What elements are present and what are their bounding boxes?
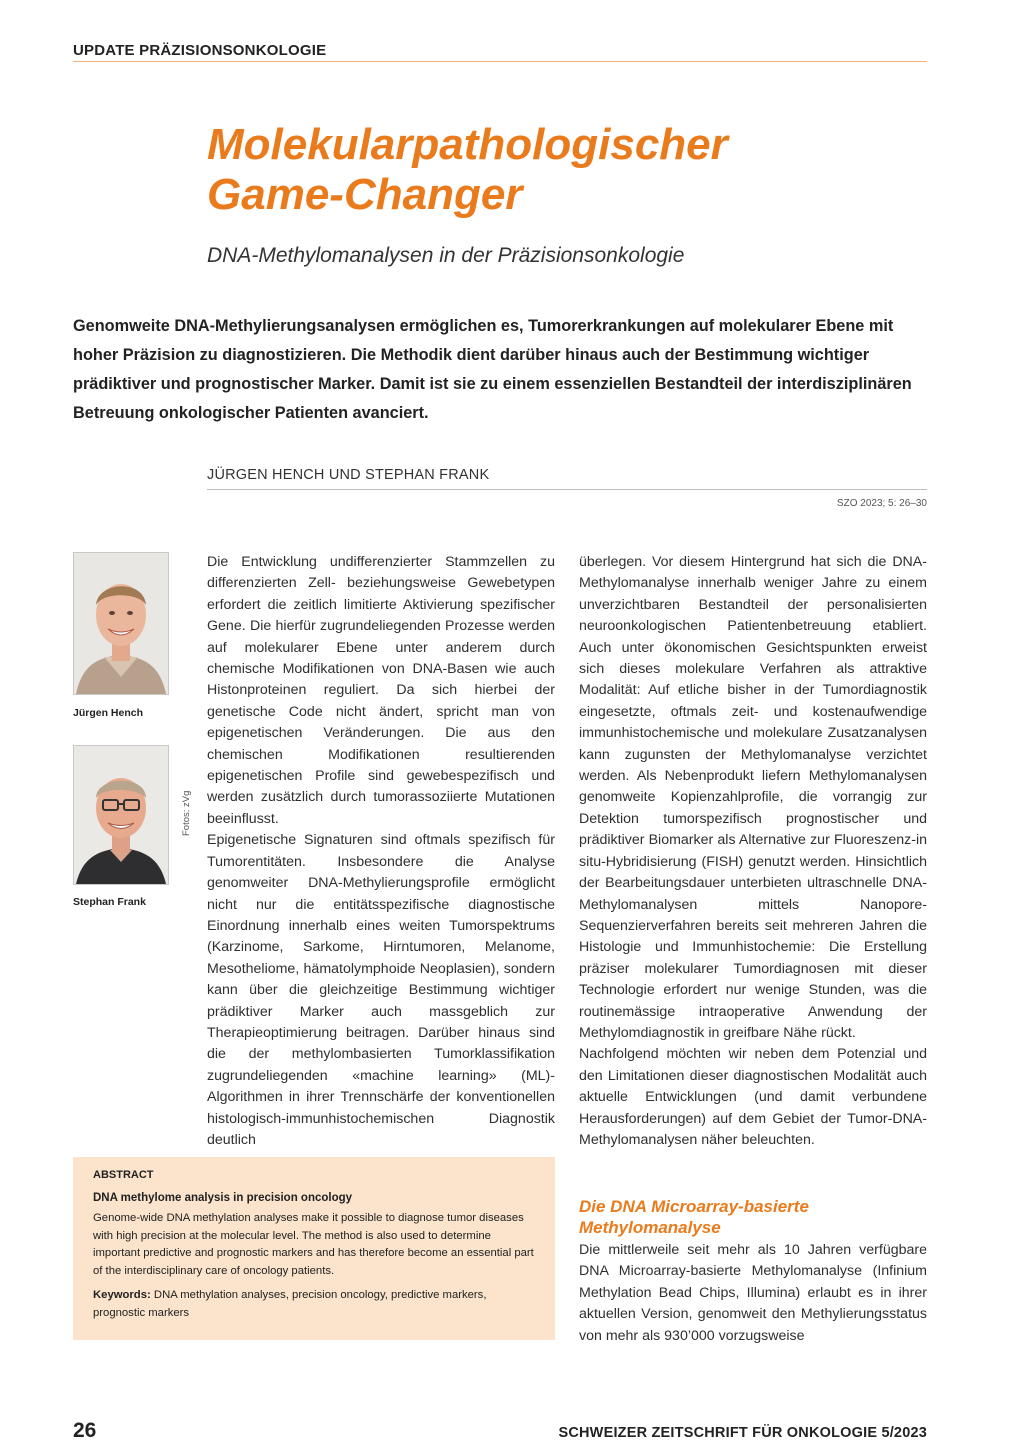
author-photo-frank <box>73 745 169 885</box>
section-heading: Die DNA Microarray-basierte Methylomanalyse <box>579 1197 809 1237</box>
abstract-text: Genome-wide DNA methylation analyses make it possible to diagnose tumor diseases with high precision at the molecular level. The method is also used to determine important predictive and prognostic markers and has therefore become an essential part of the interdisciplinary care of oncology patients. <box>93 1212 534 1277</box>
abstract-label: ABSTRACT <box>93 1169 154 1181</box>
body-paragraph: überlegen. Vor diesem Hintergrund hat sich die DNA-Methylomanalyse innerhalb weniger Jahre zu einem unverzichtbaren Bestandteil der personalisierten neuroonkologischen Patientenbetreuung etabliert. Auch unter ökonomischen Gesichtspunkten erweist sich dieses molekulare Verfahren als attraktive Modalität: Auf etliche bisher in der Tumordiagnostik eingesetzte, oftmals zeit- und kostenaufwendige immunhistochemische und molekulare Zusatzanalysen kann zugunsten der Methylomanalyse verzichtet werden. Als Nebenprodukt liefern Methylomanalysen genomweite Kopienzahlprofile, die vorrangig zur Detektion tumorspezifisch prognostischer und prädiktiver Biomarker als Alternative zur Fluoreszenz-in situ-Hybridisierung (FISH) genutzt werden. Hinsichtlich der Bearbeitungsdauer unterbieten ultraschnelle DNA-Methylomanalysen mittels Nanopore-Sequenzierverfahren bereits seit mehreren Jahren die Histologie und Immunhistochemie: Die Erstellung präziser molekularer Tumordiagnosen mit dieser Technologie erfordert nur wenige Stunden, was die routinemässige intraoperative Anwendung der Methylomdiagnostik in greifbare Nähe rückt. <box>579 554 927 1041</box>
body-column-2 <box>579 552 927 1151</box>
keywords-label: Keywords: <box>93 1289 151 1301</box>
lead-paragraph: Genomweite DNA-Methylierungsanalysen ermöglichen es, Tumorerkrankungen auf molekularer Ebene mit hoher Präzision zu diagnostizieren. Die Methodik dient darüber hinaus auch der Bestimmung wichtiger prädiktiver und prognostischer Marker. Damit ist sie zu einem essenziellen Bestandteil der interdisziplinären Betreuung onkologischer Patienten avanciert. <box>73 317 912 422</box>
author-line: JÜRGEN HENCH UND STEPHAN FRANK <box>207 467 490 483</box>
journal-name: SCHWEIZER ZEITSCHRIFT FÜR ONKOLOGIE 5/2023 <box>558 1425 927 1441</box>
abstract-keywords <box>93 1287 535 1322</box>
title-line-2: Game-Changer <box>207 170 523 219</box>
article-subtitle: DNA-Methylomanalysen in der Präzisionsonkologie <box>207 244 685 267</box>
section-tag: UPDATE PRÄZISIONSONKOLOGIE <box>73 42 327 59</box>
abstract-title: DNA methylome analysis in precision oncology <box>93 1192 353 1204</box>
body-paragraph: Die mittlerweile seit mehr als 10 Jahren verfügbare DNA Microarray-basierte Methylomanalyse (Infinium Methylation Bead Chips, Illumina) erlaubt es in ihrer aktuellen Version, genomweit den Methylierungsstatus von mehr als 930’000 vorzugsweise <box>579 1242 927 1344</box>
citation: SZO 2023; 5: 26–30 <box>836 498 927 509</box>
author-photo-hench <box>73 552 169 695</box>
author-caption-frank: Stephan Frank <box>73 896 146 908</box>
body-paragraph: Die Entwicklung undifferenzierter Stammzellen zu differenzierten Zell- beziehungsweise Gewebetypen erfordert die zeitlich limitierte Aktivierung spezifischer Gene. Die hierfür zugrundeliegenden Prozesse werden auf molekularer Ebene unter anderem durch chemische Modifikationen von DNA-Basen wie auch Histonproteinen reguliert. Da sich hierbei der genetische Code nicht ändert, spricht man von epigenetischen Veränderungen. Die aus den chemischen Modifikationen resultierenden epigenetischen Profile sind gewebespezifisch und werden zusätzlich durch tumorassoziierte Mutationen beeinflusst. <box>207 554 555 827</box>
keywords-text: DNA methylation analyses, precision oncology, predictive markers, prognostic markers <box>93 1289 487 1319</box>
photo-credit: Fotos: zVg <box>181 790 192 836</box>
page-number: 26 <box>73 1419 97 1442</box>
header-divider <box>73 61 927 62</box>
body-column-2-continued <box>579 1240 927 1347</box>
author-caption-hench: Jürgen Hench <box>73 707 144 719</box>
body-paragraph: Nachfolgend möchten wir neben dem Potenzial und den Limitationen dieser diagnostischen Modalität auch aktuelle Entwicklungen (und damit verbundene Herausforderungen) auf dem Gebiet der Tumor-DNA-Methylomanalysen näher beleuchten. <box>579 1046 927 1148</box>
title-line-1: Molekularpathologischer <box>207 120 728 169</box>
abstract-box <box>73 1157 555 1340</box>
article-title <box>207 120 907 220</box>
author-divider <box>207 489 927 490</box>
body-paragraph: Epigenetische Signaturen sind oftmals spezifisch für Tumorentitäten. Insbesondere die Analyse genomweiter DNA-Methylierungsprofile ermöglicht nicht nur die entitätsspezifische diagnostische Einordnung innerhalb eines weiten Tumorspektrums (Karzinome, Sarkome, Hirntumoren, Melanome, Mesotheliome, hämatolymphoide Neoplasien), sondern kann über die gleichzeitige Bestimmung wichtiger prädiktiver Marker auch massgeblich zur Therapieoptimierung beitragen. Darüber hinaus sind die der methylombasierten Tumorklassifikation zugrundeliegenden «machine learning» (ML)-Algorithmen in ihrer Trennschärfe der konventionellen histologisch-immunhistochemischen Diagnostik deutlich <box>207 832 555 1148</box>
body-column-1 <box>207 552 555 1151</box>
